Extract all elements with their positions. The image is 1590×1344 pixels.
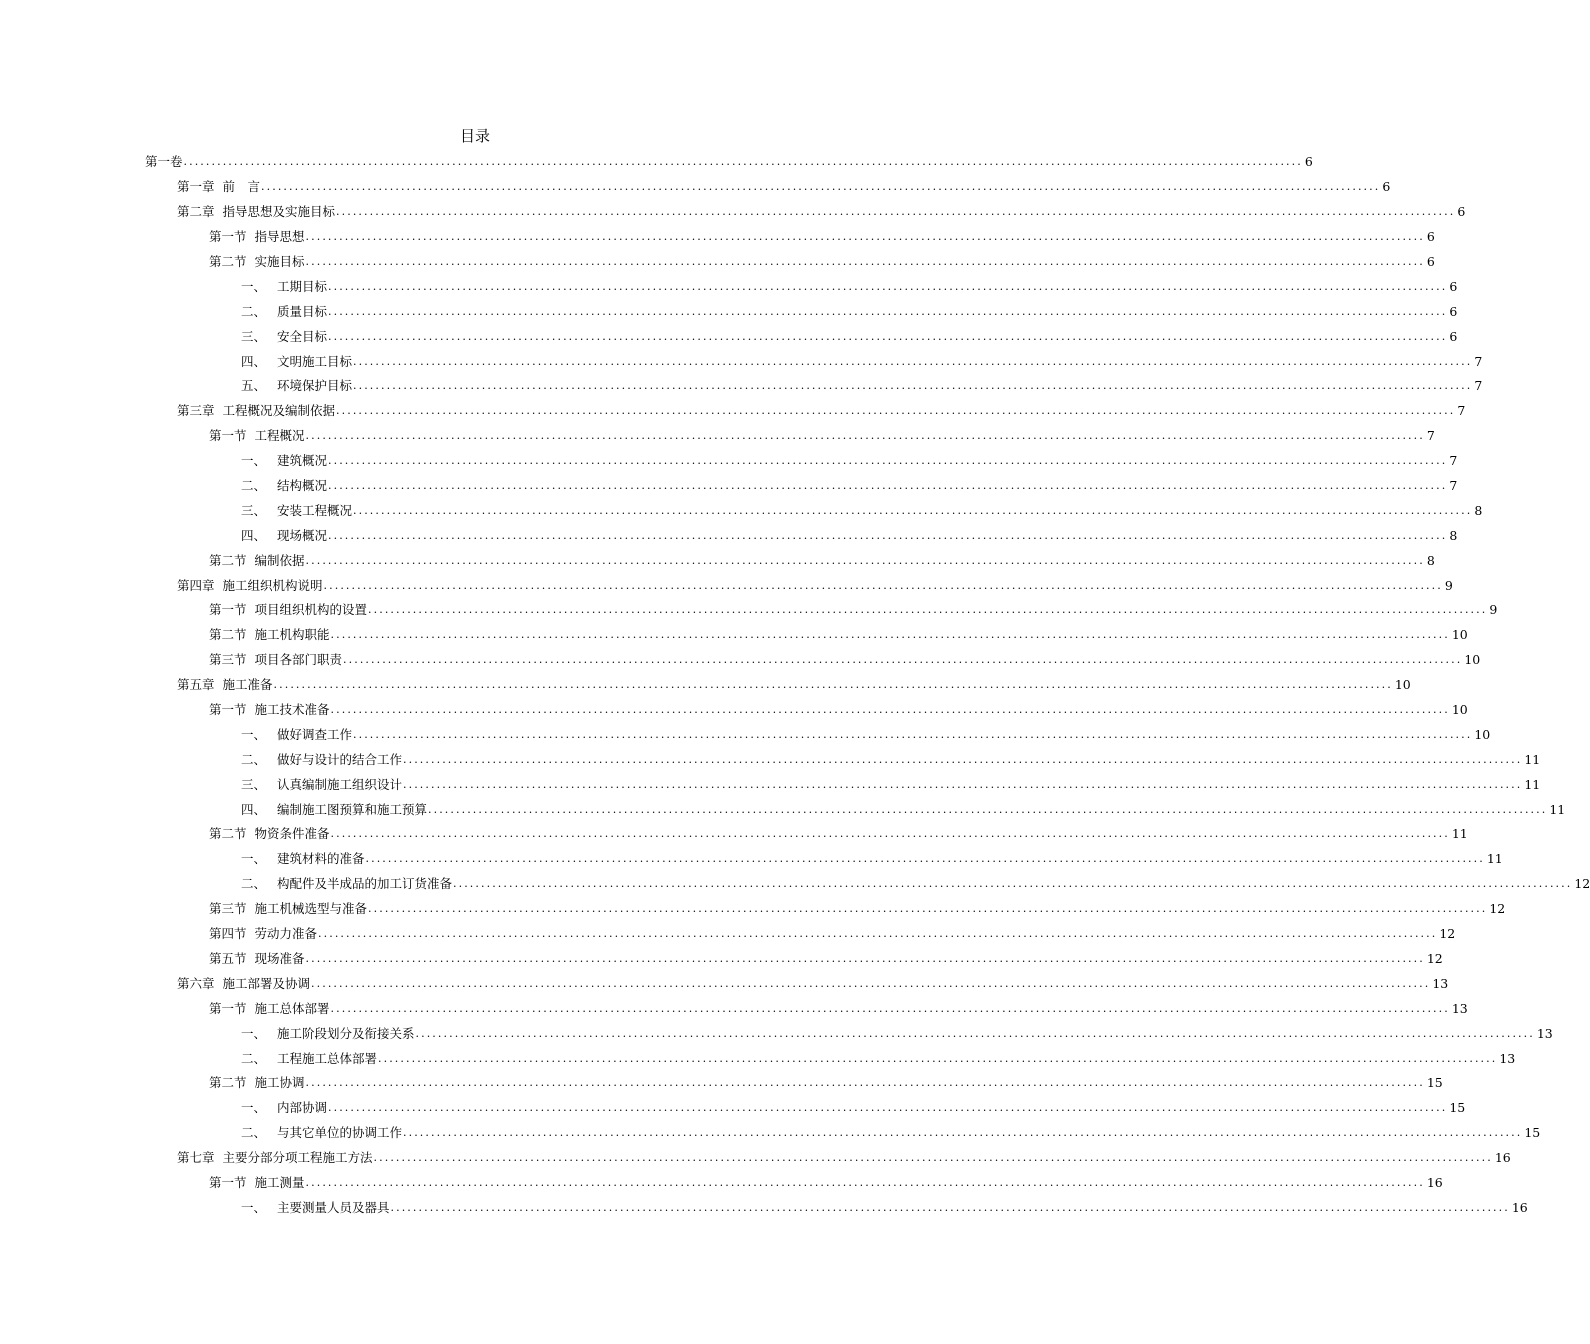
dot-leader: ........................................................................................................................................................................................................ [328, 479, 1448, 493]
toc-entry-number: 第五节 [209, 950, 247, 966]
toc-entry-title: 前 言 [222, 179, 261, 195]
toc-entry-label [209, 428, 305, 444]
toc-entry-label [241, 802, 427, 818]
toc-entry-number: 四、 [241, 801, 267, 817]
toc-entry-label [241, 1100, 327, 1116]
dot-leader: ........................................................................................................................................................................................................ [305, 1175, 1425, 1189]
toc-entry-page-number: 6 [1382, 179, 1391, 195]
dot-leader: ........................................................................................................................................................................................................ [343, 653, 1463, 667]
toc-entry-title: 施工总体部署 [254, 1000, 330, 1016]
toc-entry[interactable] [145, 797, 1566, 822]
toc-entry-title: 主要测量人员及器具 [277, 1199, 390, 1215]
toc-entry-label [241, 354, 352, 370]
toc-entry[interactable] [145, 349, 1483, 374]
toc-entry-page-number: 12 [1426, 950, 1443, 966]
toc-entry-page-number: 15 [1449, 1100, 1466, 1116]
page-title: 目录 [459, 127, 490, 145]
toc-entry-number: 一、 [241, 278, 267, 294]
toc-entry-page-number: 8 [1426, 552, 1435, 568]
toc-entry-label [241, 777, 402, 793]
toc-entry-label [209, 254, 305, 270]
toc-entry-label [209, 901, 367, 917]
toc-entry-page-number: 12 [1489, 901, 1506, 917]
toc-entry-number: 第二节 [209, 627, 247, 643]
toc-entry-label [241, 727, 352, 743]
toc-entry-label [241, 279, 327, 295]
toc-entry-page-number: 6 [1449, 303, 1458, 319]
toc-entry-label [241, 329, 327, 345]
toc-entry-label [177, 179, 260, 195]
toc-entry-title: 项目组织机构的设置 [254, 602, 368, 618]
toc-entry-page-number: 6 [1449, 328, 1458, 344]
toc-entry-title: 内部协调 [277, 1100, 328, 1116]
toc-entry[interactable] [145, 573, 1453, 598]
dot-leader: ........................................................................................................................................................................................................ [415, 1026, 1535, 1040]
toc-entry[interactable] [145, 1146, 1511, 1171]
toc-entry-number: 二、 [241, 751, 267, 767]
toc-entry-number: 第四节 [209, 926, 247, 942]
toc-entry[interactable] [145, 598, 1498, 623]
toc-entry[interactable] [145, 1171, 1443, 1196]
toc-entry-number: 第五章 [177, 677, 215, 693]
toc-entry-label [209, 652, 342, 668]
toc-entry-number: 第一节 [209, 229, 247, 245]
toc-entry-label [241, 478, 327, 494]
toc-entry[interactable] [145, 922, 1456, 947]
dot-leader: ........................................................................................................................................................................................................ [353, 727, 1473, 741]
toc-entry-page-number: 8 [1449, 527, 1458, 543]
toc-entry[interactable] [145, 474, 1458, 499]
toc-entry-page-number: 10 [1464, 652, 1481, 668]
toc-entry-title: 施工组织机构说明 [222, 577, 323, 593]
toc-entry-label [241, 528, 327, 544]
toc-entry-title: 施工机械选型与准备 [254, 901, 368, 917]
toc-entry-title: 工程施工总体部署 [277, 1050, 378, 1066]
dot-leader: ........................................................................................................................................................................................................ [453, 877, 1573, 891]
toc-entry-title: 工程概况及编制依据 [222, 403, 336, 419]
toc-entry-number: 第二节 [209, 552, 247, 568]
toc-entry[interactable] [145, 498, 1483, 523]
toc-entry-number: 第六章 [177, 975, 215, 991]
dot-leader: ........................................................................................................................................................................................................ [353, 503, 1473, 517]
toc-entry[interactable] [145, 250, 1435, 275]
toc-entry-label [209, 826, 330, 842]
toc-entry-number: 三、 [241, 328, 267, 344]
toc-entry-label [241, 752, 402, 768]
toc-entry-title: 项目各部门职责 [254, 652, 343, 668]
toc-entry[interactable] [145, 424, 1435, 449]
toc-entry-page-number: 12 [1439, 926, 1456, 942]
toc-entry-label [241, 1026, 415, 1042]
toc-entry-number: 第二节 [209, 1075, 247, 1091]
toc-entry-title: 施工协调 [254, 1075, 305, 1091]
toc-entry-page-number: 6 [1426, 254, 1435, 269]
toc-entry-page-number: 10 [1451, 627, 1468, 643]
dot-leader: ........................................................................................................................................................................................................ [428, 802, 1548, 816]
toc-entry[interactable] [145, 374, 1483, 399]
toc-entry-title: 工期目标 [277, 278, 328, 294]
dot-leader: ........................................................................................................................................................................................................ [328, 528, 1448, 542]
dot-leader: ........................................................................................................................................................................................................ [305, 429, 1425, 443]
toc-entry-number: 第七章 [177, 1150, 215, 1166]
toc-entry-number: 四、 [241, 527, 267, 543]
toc-entry[interactable] [145, 399, 1466, 424]
toc-entry-label [241, 503, 352, 519]
dot-leader: ........................................................................................................................................................................................................ [403, 752, 1523, 766]
toc-entry-title: 环境保护目标 [277, 378, 353, 394]
toc-entry-number: 第二节 [209, 254, 247, 269]
toc-entry-label [209, 1075, 305, 1091]
toc-entry-title: 文明施工目标 [277, 353, 353, 369]
toc-entry-page-number: 16 [1426, 1174, 1443, 1190]
toc-entry-page-number: 13 [1432, 975, 1449, 991]
toc-entry-title: 编制依据 [254, 552, 305, 568]
toc-entry-label [209, 926, 317, 942]
toc-entry-title: 质量目标 [277, 303, 328, 319]
toc-entry[interactable] [145, 1046, 1516, 1071]
toc-entry-title: 构配件及半成品的加工订货准备 [277, 876, 453, 892]
dot-leader: ........................................................................................................................................................................................................ [305, 951, 1425, 965]
toc-entry-page-number: 6 [1457, 204, 1466, 220]
toc-entry-label [209, 627, 330, 643]
dot-leader: ........................................................................................................................................................................................................ [305, 230, 1425, 244]
dot-leader: ........................................................................................................................................................................................................ [323, 578, 1443, 592]
toc-entry-number: 一、 [241, 851, 267, 867]
toc-entry-number: 一、 [241, 726, 267, 742]
toc-entry[interactable] [145, 947, 1443, 972]
dot-leader: ........................................................................................................................................................................................................ [318, 927, 1438, 941]
toc-entry-title: 安装工程概况 [277, 502, 353, 518]
toc-entry-number: 第三节 [209, 652, 247, 668]
toc-entry-label [209, 602, 367, 618]
dot-leader: ........................................................................................................................................................................................................ [330, 827, 1450, 841]
toc-entry-number: 第四章 [177, 577, 215, 593]
toc-entry[interactable] [145, 1195, 1528, 1220]
toc-entry-title: 施工准备 [222, 677, 273, 693]
toc-entry-title: 指导思想及实施目标 [222, 204, 336, 220]
toc-entry-title: 指导思想 [254, 229, 305, 245]
dot-leader: ........................................................................................................................................................................................................ [353, 354, 1473, 368]
toc-entry-number: 二、 [241, 876, 267, 892]
dot-leader: ........................................................................................................................................................................................................ [353, 379, 1473, 393]
dot-leader: ........................................................................................................................................................................................................ [261, 180, 1381, 194]
toc-entry[interactable] [145, 847, 1503, 872]
toc-entry-title: 施工测量 [254, 1174, 305, 1190]
toc-entry-number: 三、 [241, 502, 267, 518]
toc-entry-label [209, 553, 305, 569]
toc-entry[interactable] [145, 698, 1468, 723]
toc-entry-label [177, 403, 335, 419]
toc-entry-number: 第二节 [209, 826, 247, 842]
toc-entry-page-number: 6 [1426, 229, 1435, 245]
toc-entry[interactable] [145, 673, 1411, 698]
toc-entry-title: 与其它单位的协调工作 [277, 1125, 403, 1141]
toc-entry-number: 三、 [241, 776, 267, 792]
toc-entry-page-number: 12 [1574, 876, 1590, 892]
dot-leader: ........................................................................................................................................................................................................ [305, 1076, 1425, 1090]
toc-entry-label [241, 304, 327, 320]
table-of-contents [145, 150, 1590, 1220]
toc-entry[interactable] [145, 822, 1468, 847]
dot-leader: ........................................................................................................................................................................................................ [328, 329, 1448, 343]
toc-entry[interactable] [145, 1021, 1553, 1046]
toc-entry[interactable] [145, 872, 1590, 897]
toc-entry-number: 第一节 [209, 1000, 247, 1016]
toc-entry-number: 第三节 [209, 901, 247, 917]
toc-entry-number: 第一章 [177, 179, 215, 195]
toc-entry-page-number: 11 [1524, 751, 1541, 767]
dot-leader: ........................................................................................................................................................................................................ [390, 1200, 1510, 1214]
toc-entry-page-number: 15 [1426, 1075, 1443, 1091]
toc-entry-title: 施工部署及协调 [222, 975, 311, 991]
toc-entry-title: 施工技术准备 [254, 702, 330, 718]
dot-leader: ........................................................................................................................................................................................................ [305, 255, 1425, 268]
dot-leader: ........................................................................................................................................................................................................ [368, 603, 1488, 617]
dot-leader: ........................................................................................................................................................................................................ [368, 902, 1488, 916]
toc-entry-title: 安全目标 [277, 328, 328, 344]
toc-entry-page-number: 16 [1494, 1150, 1511, 1166]
dot-leader: ........................................................................................................................................................................................................ [330, 703, 1450, 717]
toc-entry[interactable] [145, 200, 1466, 225]
toc-entry[interactable] [145, 897, 1506, 922]
dot-leader: ........................................................................................................................................................................................................ [403, 777, 1523, 791]
toc-entry[interactable] [145, 548, 1435, 573]
toc-entry-label [209, 1001, 330, 1017]
toc-entry-title: 第一卷 [145, 154, 183, 170]
toc-entry-title: 结构概况 [277, 478, 328, 494]
toc-entry-page-number: 6 [1304, 154, 1313, 170]
dot-leader: ........................................................................................................................................................................................................ [273, 678, 1393, 692]
dot-leader: ........................................................................................................................................................................................................ [336, 205, 1456, 219]
dot-leader: ........................................................................................................................................................................................................ [305, 553, 1425, 567]
toc-entry[interactable] [145, 996, 1468, 1021]
toc-entry-title: 建筑材料的准备 [277, 851, 365, 867]
toc-entry-page-number: 6 [1449, 278, 1458, 294]
toc-entry-number: 四、 [241, 353, 267, 369]
toc-entry-label [177, 578, 323, 594]
toc-entry-label [209, 229, 305, 245]
toc-entry-title: 现场准备 [254, 950, 305, 966]
toc-entry-number: 第二章 [177, 204, 215, 220]
dot-leader: ........................................................................................................................................................................................................ [378, 1051, 1498, 1065]
toc-entry-title: 认真编制施工组织设计 [277, 776, 403, 792]
toc-entry-number: 一、 [241, 453, 267, 469]
toc-entry-page-number: 11 [1549, 801, 1566, 817]
toc-entry-label [145, 154, 183, 170]
toc-entry-title: 物资条件准备 [254, 826, 330, 842]
toc-entry-number: 二、 [241, 303, 267, 319]
toc-entry[interactable] [145, 1121, 1541, 1146]
toc-entry-page-number: 7 [1474, 353, 1483, 369]
toc-entry[interactable] [145, 523, 1458, 548]
toc-entry-number: 一、 [241, 1199, 267, 1215]
toc-entry-label [241, 1051, 377, 1067]
toc-entry-title: 主要分部分项工程施工方法 [222, 1150, 373, 1166]
toc-entry-title: 现场概况 [277, 527, 328, 543]
dot-leader: ........................................................................................................................................................................................................ [373, 1151, 1493, 1165]
toc-entry-page-number: 13 [1536, 1025, 1553, 1041]
toc-entry[interactable] [145, 1071, 1443, 1096]
toc-entry-page-number: 11 [1451, 826, 1468, 842]
toc-entry-label [241, 378, 352, 394]
toc-entry-number: 二、 [241, 1125, 267, 1141]
dot-leader: ........................................................................................................................................................................................................ [328, 454, 1448, 468]
toc-entry-page-number: 7 [1474, 378, 1483, 394]
dot-leader: ........................................................................................................................................................................................................ [311, 976, 1431, 990]
dot-leader: ........................................................................................................................................................................................................ [183, 155, 1303, 169]
dot-leader: ........................................................................................................................................................................................................ [403, 1126, 1523, 1140]
toc-entry-title: 做好调查工作 [277, 726, 353, 742]
toc-entry[interactable] [145, 722, 1491, 747]
toc-entry-page-number: 13 [1499, 1050, 1516, 1066]
toc-entry[interactable] [145, 747, 1541, 772]
toc-entry[interactable] [145, 623, 1468, 648]
toc-entry-number: 第三章 [177, 403, 215, 419]
toc-entry-page-number: 10 [1451, 702, 1468, 718]
toc-entry-label [241, 1200, 390, 1216]
toc-entry[interactable] [145, 449, 1458, 474]
toc-entry-number: 第一节 [209, 428, 247, 444]
toc-entry-page-number: 10 [1474, 726, 1491, 742]
toc-entry-number: 五、 [241, 378, 267, 394]
toc-entry[interactable] [145, 324, 1458, 349]
toc-entry[interactable] [145, 150, 1313, 175]
toc-entry[interactable] [145, 299, 1458, 324]
toc-entry-label [209, 1175, 305, 1191]
dot-leader: ........................................................................................................................................................................................................ [328, 304, 1448, 318]
dot-leader: ........................................................................................................................................................................................................ [330, 628, 1450, 642]
toc-entry-page-number: 11 [1486, 851, 1503, 867]
dot-leader: ........................................................................................................................................................................................................ [330, 1001, 1450, 1015]
toc-entry-title: 编制施工图预算和施工预算 [277, 801, 428, 817]
toc-entry-title: 实施目标 [254, 254, 305, 269]
toc-entry-title: 建筑概况 [277, 453, 328, 469]
toc-entry[interactable] [145, 772, 1541, 797]
toc-entry-number: 第一节 [209, 1174, 247, 1190]
toc-entry-number: 第一节 [209, 602, 247, 618]
toc-entry-label [177, 1150, 373, 1166]
toc-entry-label [241, 851, 365, 867]
toc-entry-number: 一、 [241, 1100, 267, 1116]
toc-entry-page-number: 11 [1524, 776, 1541, 792]
toc-entry-page-number: 9 [1444, 577, 1453, 593]
toc-entry-page-number: 7 [1449, 453, 1458, 469]
toc-entry-label [177, 976, 310, 992]
toc-entry-number: 第一节 [209, 702, 247, 718]
toc-entry-page-number: 9 [1489, 602, 1498, 618]
toc-entry-page-number: 7 [1457, 403, 1466, 419]
toc-entry-title: 施工阶段划分及衔接关系 [277, 1025, 415, 1041]
toc-entry[interactable] [145, 175, 1391, 200]
toc-entry-title: 工程概况 [254, 428, 305, 444]
toc-entry-label [209, 951, 305, 967]
toc-entry-number: 二、 [241, 1050, 267, 1066]
toc-entry-label [209, 702, 330, 718]
toc-entry[interactable] [145, 274, 1458, 299]
toc-entry-page-number: 13 [1451, 1000, 1468, 1016]
toc-entry[interactable] [145, 225, 1435, 250]
toc-entry-label [241, 876, 452, 892]
toc-entry-page-number: 10 [1394, 677, 1411, 693]
toc-entry-page-number: 7 [1426, 428, 1435, 444]
toc-entry[interactable] [145, 1096, 1466, 1121]
toc-entry[interactable] [145, 971, 1449, 996]
toc-entry-page-number: 16 [1511, 1199, 1528, 1215]
toc-entry-number: 一、 [241, 1025, 267, 1041]
dot-leader: ........................................................................................................................................................................................................ [328, 279, 1448, 293]
toc-entry-page-number: 8 [1474, 502, 1483, 518]
toc-entry-label [241, 1125, 402, 1141]
dot-leader: ........................................................................................................................................................................................................ [328, 1101, 1448, 1115]
toc-entry-page-number: 15 [1524, 1125, 1541, 1141]
dot-leader: ........................................................................................................................................................................................................ [336, 404, 1456, 418]
dot-leader: ........................................................................................................................................................................................................ [365, 852, 1485, 866]
toc-entry-number: 二、 [241, 478, 267, 494]
toc-entry-label [177, 677, 273, 693]
toc-entry-title: 劳动力准备 [254, 926, 318, 942]
toc-entry[interactable] [145, 648, 1481, 673]
toc-entry-title: 施工机构职能 [254, 627, 330, 643]
toc-entry-label [241, 453, 327, 469]
toc-entry-page-number: 7 [1449, 478, 1458, 494]
toc-entry-title: 做好与设计的结合工作 [277, 751, 403, 767]
toc-entry-label [177, 204, 335, 220]
